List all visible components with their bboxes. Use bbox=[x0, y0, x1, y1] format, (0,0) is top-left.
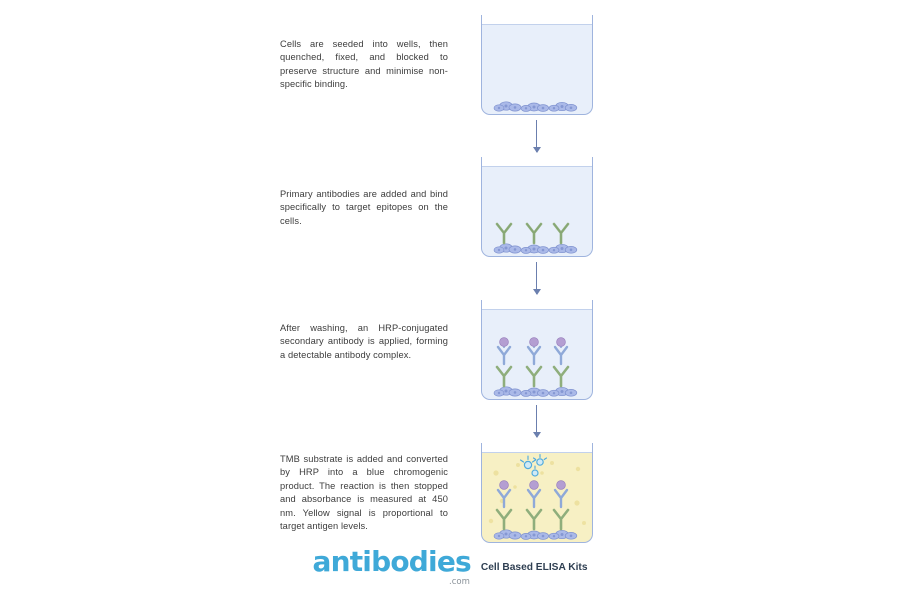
step-3-text: After washing, an HRP-conjugated secondary antibody is applied, forming a detectable antibody complex. bbox=[280, 323, 448, 360]
well-body-1 bbox=[481, 15, 593, 115]
well-body-2 bbox=[481, 157, 593, 257]
well-step-2 bbox=[481, 157, 593, 257]
step-1-text: Cells are seeded into wells, then quenched, fixed, and blocked to preserve structure and minimise non-specific binding. bbox=[280, 39, 448, 90]
well-contents-4 bbox=[482, 443, 593, 543]
footer bbox=[0, 545, 900, 587]
brand-logo bbox=[312, 545, 471, 587]
brand-logo-text: antibodies bbox=[312, 545, 471, 578]
well-contents-1 bbox=[482, 15, 593, 115]
well-step-3 bbox=[481, 300, 593, 400]
well-body-3 bbox=[481, 300, 593, 400]
arrow-3-4 bbox=[536, 405, 538, 437]
figure-title: Cell Based ELISA Kits bbox=[480, 562, 588, 573]
step-2-text: Primary antibodies are added and bind specifically to target epitopes on the cells. bbox=[280, 189, 448, 226]
step-4-text: TMB substrate is added and converted by HRP into a blue chromogenic product. The reaction is then stopped and absorbance is measured at 450 nm. Yellow signal is proportional to target antigen levels. bbox=[280, 454, 448, 532]
well-body-4 bbox=[481, 443, 593, 543]
arrow-head-icon bbox=[533, 289, 541, 295]
well-contents-3 bbox=[482, 300, 593, 400]
arrow-head-icon bbox=[533, 147, 541, 153]
arrow-2-3 bbox=[536, 262, 538, 294]
arrow-1-2 bbox=[536, 120, 538, 152]
well-step-4 bbox=[481, 443, 593, 543]
brand-logo-suffix: .com bbox=[449, 576, 470, 587]
well-contents-2 bbox=[482, 157, 593, 257]
well-step-1 bbox=[481, 15, 593, 115]
arrow-head-icon bbox=[533, 432, 541, 438]
